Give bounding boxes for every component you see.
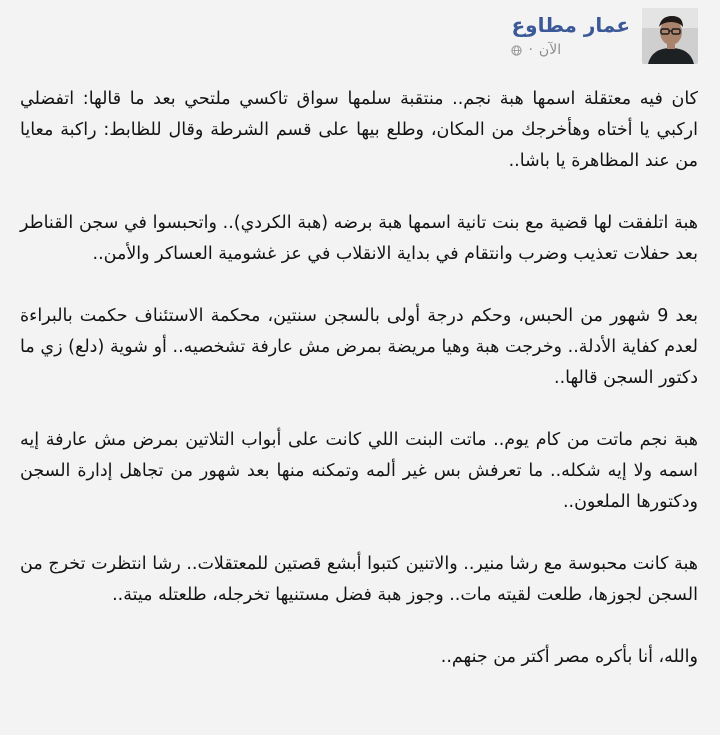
author-name[interactable]: عمار مطاوع <box>511 13 630 37</box>
globe-icon[interactable] <box>511 45 522 56</box>
post-paragraph-2: هبة اتلفقت لها قضية مع بنت تانية اسمها هبة برضه (هبة الكردي).. واتحبسوا في سجن القناطر بعد حفلات تعذيب وضرب وانتقام في بداية الانقلاب في عز غشومية العساكر والأمن.. <box>20 213 698 264</box>
post-paragraph-1: كان فيه معتقلة اسمها هبة نجم.. منتقبة سلمها سواق تاكسي ملتحي بعد ما قالها: اتفضلي اركبي يا أختاه وهأخرجك من المكان، وطلع بيها على قسم الشرطة وقال للظابط: راكبة معايا من عند المظاهرة يا باشا.. <box>20 89 698 171</box>
post-paragraph-4: هبة نجم ماتت من كام يوم.. ماتت البنت اللي كانت على أبواب التلاتين بمرض مش عارفة إيه اسمه ولا إيه شكله.. ما تعرفش بس غير ألمه وتمكنه منها بعد شهور من تجاهل إدارة السجن ودكتورها الملعون.. <box>20 430 698 512</box>
post-timeline <box>511 42 630 58</box>
post-paragraph-6: والله، أنا بأكره مصر أكتر من جنهم.. <box>440 647 698 667</box>
post-body <box>20 84 698 673</box>
post-meta <box>511 8 630 58</box>
post-header <box>511 8 698 66</box>
post-timestamp[interactable]: الآن <box>538 42 562 58</box>
author-avatar[interactable] <box>642 8 698 64</box>
post-paragraph-3: بعد 9 شهور من الحبس، وحكم درجة أولى بالسجن سنتين، محكمة الاستئناف حكمت بالبراءة لعدم كفاية الأدلة.. وخرجت هبة وهيا مريضة بمرض مش عارفة تشخصيه.. أو شوية (دلع) زي ما دكتور السجن قالها.. <box>20 306 699 388</box>
meta-separator: · <box>528 42 533 58</box>
post-paragraph-5: هبة كانت محبوسة مع رشا منير.. والاتنين كتبوا أبشع قصتين للمعتقلات.. رشا انتظرت تخرج من السجن لجوزها، طلعت لقيته مات.. وجوز هبة فضل مستنيها تخرجله، طلعتله ميتة.. <box>20 554 698 605</box>
profile-photo-icon <box>642 8 698 64</box>
